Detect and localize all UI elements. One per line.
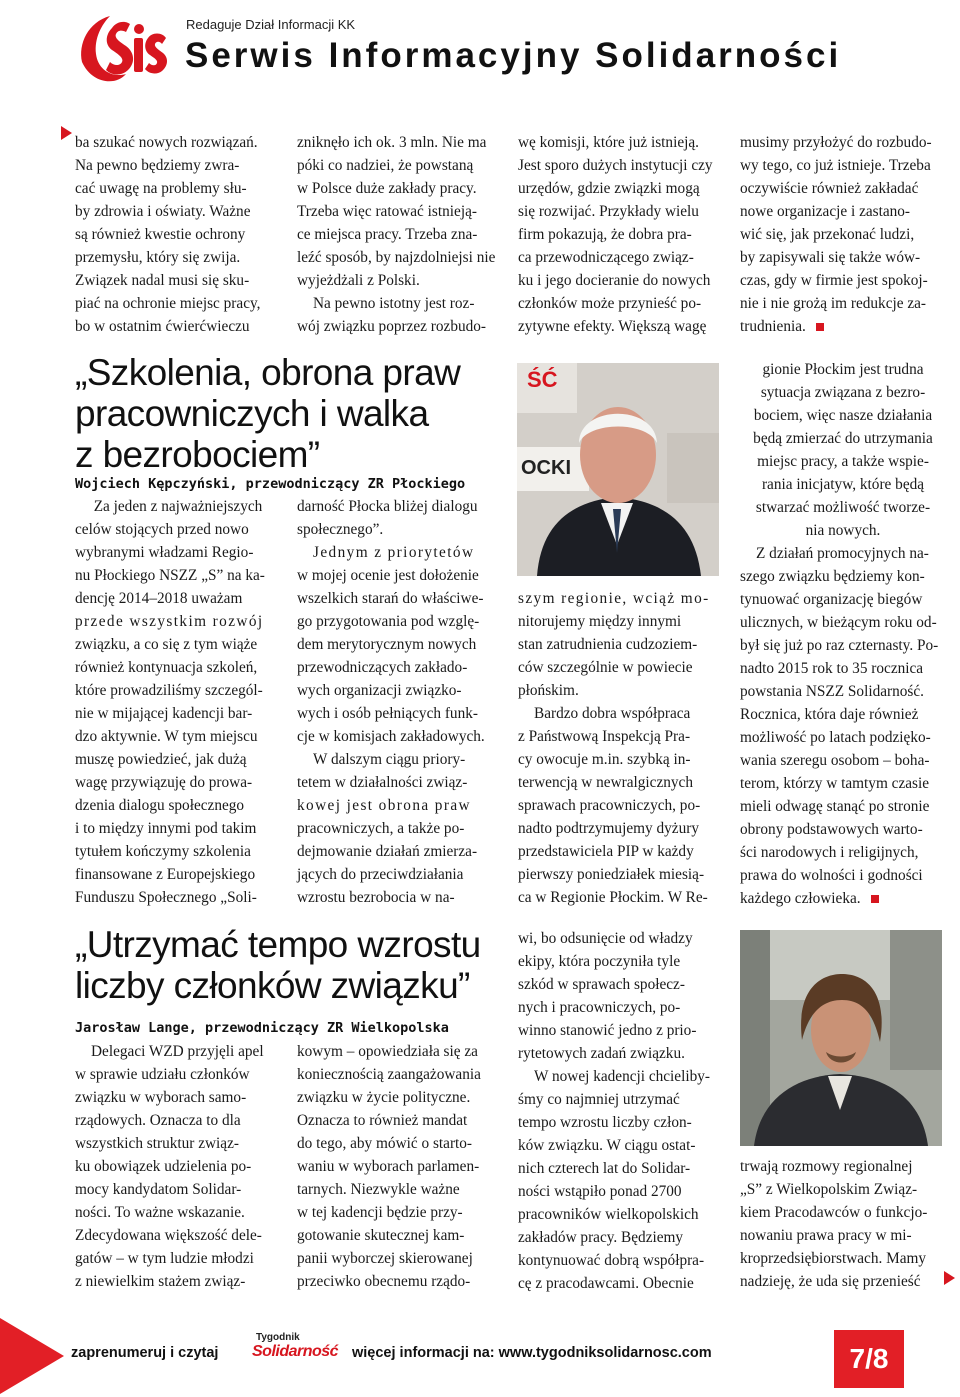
article1-byline: Wojciech Kępczyński, przewodniczący ZR Płockiego — [75, 476, 466, 492]
article2-col-4: trwają rozmowy regionalnej „S” z Wielkopolskim Związ- kiem Pracodawców o funkcjo- nowaniu prawa pracy w mi- kroprzedsiębiorstwach. Mamy nadzieję, że uda się przenieść — [740, 1158, 928, 1290]
article1-headline: „Szkolenia, obrona praw pracowniczych i walka z bezrobociem” — [75, 352, 461, 475]
article2-photo — [740, 930, 942, 1146]
article2-col-2: kowym – opowiedziała się za koniecznością zaangażowania związku w życie polityczne. Oznacza to również mandat do tego, aby mówić o starto- waniu w wyborach parlamen- tarnych. Niezwykle ważne w tej kadencji będzie przy- gotowanie skutecznej kam- panii wyborczej skierowanej przeciwko obecnemu rządo- — [297, 1043, 481, 1290]
footer-logo-top: Tygodnik — [256, 1332, 300, 1343]
subscribe-link[interactable]: zaprenumeruj i czytaj — [71, 1345, 219, 1361]
top-col-3: wę komisji, które już istnieją. Jest sporo dużych instytucji czy urzędów, gdzie związki mogą się rozwijać. Przykłady wielu firm pokazują, że dobra pra- ca przewodniczącego związ- ku i jego docieranie do nowych członków może przynieść po- zytywne efekty. Większą wagę — [518, 134, 713, 335]
article1-col-2: darność Płocka bliżej dialogu społecznego”. Jednym z priorytetów w mojej ocenie jest dołożenie wszelkich starań do właściwe- go przygotowania pod wzglę- dem merytorycznym nowych przewodniczących zakłado- wych organizacji związko- wych i osób pełniących funk- cje w komisjach zakładowych. W dalszym ciągu priory- tetem w działalności związ- kowej jest obrona praw pracowniczych, a także po- dejmowanie działań zmierza- jących do przeciwdziałania wzrostu bezrobocia w na- — [297, 498, 485, 906]
masthead-title: Serwis Informacyjny Solidarności — [185, 36, 842, 75]
continues-arrow-icon — [944, 1271, 955, 1285]
end-mark-icon — [871, 895, 879, 903]
website-link[interactable]: więcej informacji na: www.tygodniksolidarnosc.com — [352, 1345, 712, 1361]
continued-arrow-icon — [61, 126, 72, 140]
article1-col-4: gionie Płockim jest trudna sytuacja związana z bezro- bociem, więc nasze działania będą zmierzać do utrzymania miejsc pracy, a także wspie- rania inicjatyw, które będą stwarzać możliwość tworze- nia nowych. Z działań promocyjnych na- szego związku będziemy kon- tynuować organizację biegów ulicznych, w bieżącym roku od- był się już po raz czternasty. Po- nadto 2015 rok to 35 rocznica powstania NSZZ Solidarność. Rocznica, która daje również możliwość po latach podzięko- wania szeregu osobom – boha- terom, którzy w tamtym czasie mieli odwagę stanąć po stronie obrony podstawowych warto- ści narodowych i religijnych, prawa do wolności i godności każdego człowieka. — [740, 361, 939, 907]
footer-logo-main: Solidarność — [252, 1343, 339, 1360]
page-number: 7/8 — [834, 1330, 904, 1388]
article2-col-1: Delegaci WZD przyjęli apel w sprawie udziału członków związku w wyborach samo- rządowych. Oznacza to dla wszystkich struktur związ- ku obowiązek udzielenia po- mocy kandydatom Solidar- ności. To ważne wskazanie. Zdecydowana większość dele- gatów – w tym ludzie młodzi z niewielkim stażem związ- — [75, 1043, 264, 1290]
photo-sign-left: ŚĆ — [527, 367, 558, 392]
photo-sign-right: OCKI — [521, 457, 571, 479]
article1-col-1: Za jeden z najważniejszych celów stojących przed nowo wybranymi władzami Regio- nu Płockiego NSZZ „S” na ka- dencję 2014–2018 uważam przede wszystkim rozwój związku, a co się z tym wiąże również kontynuacja szkoleń, które prowadziliśmy szczegól- nie w mijającej kadencji bar- dzo aktywnie. W tym miejscu muszę powiedzieć, jak dużą wagę przywiązuję do prowa- dzenia dialogu społecznego i to między innymi pod takim tytułem kończymy szkolenia finansowane z Europejskiego Funduszu Społecznego „Soli- — [75, 498, 265, 906]
article1-col-3: szym regionie, wciąż mo- nitorujemy między innymi stan zatrudnienia cudzoziem- ców szczególnie w powiecie płońskim. Bardzo dobra współpraca z Państwową Inspekcją Pra- cy owocuje m.in. szybką in- terwencją w newralgicznych sprawach pracowniczych, po- nadto podtrzymujemy dyżury przedstawiciela PIP w każdy pierwszy poniedziałek miesią- ca w Regionie Płockim. W Re- — [518, 590, 710, 906]
sis-logo — [72, 4, 172, 100]
article1-photo — [517, 363, 719, 576]
article2-headline: „Utrzymać tempo wzrostu liczby członków związku” — [75, 924, 481, 1006]
top-col-1: ba szukać nowych rozwiązań. Na pewno będziemy zwra- cać uwagę na problemy słu- by zdrowia i oświaty. Ważne są również kwestie ochrony przemysłu, który się zwija. Związek nadal musi się sku- piać na ochronie miejsc pracy, bo w ostatnim ćwierćwieczu — [75, 134, 261, 335]
end-mark-icon — [816, 323, 824, 331]
footer-arrow-icon — [0, 1318, 64, 1394]
article2-col-3: wi, bo odsunięcie od władzy ekipy, która poczyniła tyle szkód w sprawach społecz- nych i pracowniczych, po- winno stanowić jedno z prio- rytetowych zadań związku. W nowej kadencji chcieliby- śmy co najmniej utrzymać tempo wzrostu liczby człon- ków związku. W ciągu ostat- nich czterech lat do Solidar- ności wstąpiło ponad 2700 pracowników wielkopolskich zakładów pracy. Będziemy kontynuować dobrą współpra- cę z pracodawcami. Obecnie — [518, 930, 710, 1292]
top-col-4: musimy przyłożyć do rozbudo- wy tego, co już istnieje. Trzeba oczywiście również zakładać nowe organizacje i zastano- wić się, jak przekonać ludzi, by zapisywali się także wów- czas, gdy w firmie jest spokoj- nie i nie grożą im redukcje za- trudnienia. — [740, 134, 932, 335]
article2-byline: Jarosław Lange, przewodniczący ZR Wielkopolska — [75, 1020, 449, 1036]
top-col-2: zniknęło ich ok. 3 mln. Nie ma póki co nadziei, że powstaną w Polsce duże zakłady pracy. Trzeba więc ratować istnieją- ce miejsca pracy. Trzeba zna- leźć sposób, by najzdolniejsi nie wyjeżdżali z Polski. Na pewno istotny jest roz- wój związku poprzez rozbudo- — [297, 134, 496, 335]
kicker: Redaguje Dział Informacji KK — [186, 17, 356, 32]
tygodnik-solidarnosc-logo — [252, 1332, 339, 1366]
